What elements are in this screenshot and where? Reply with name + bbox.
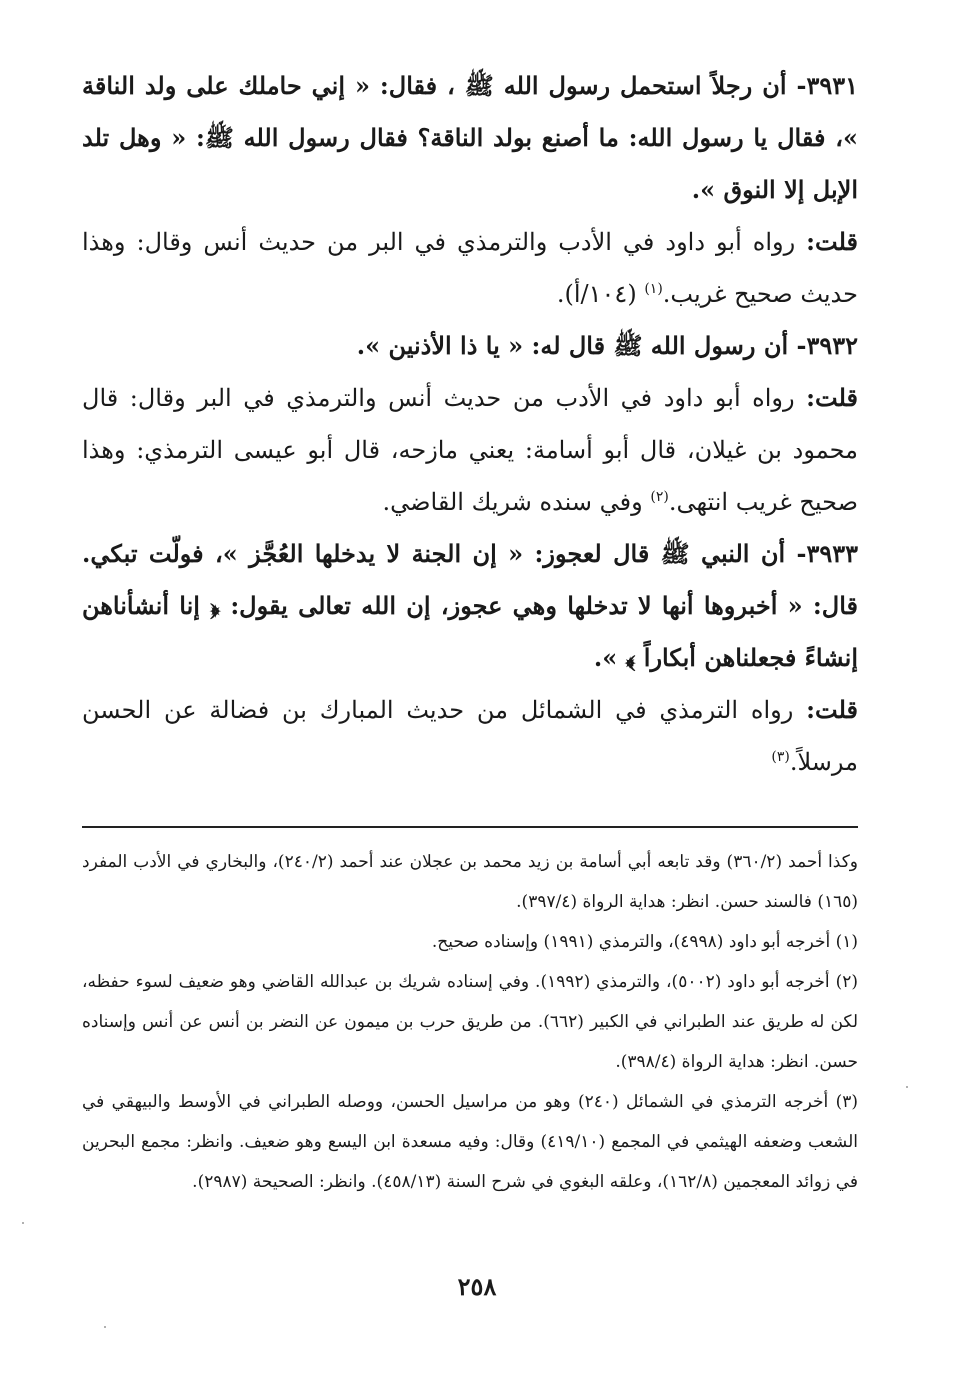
comment-label: قلت: [806,227,858,256]
footnote-1: (١) أخرجه أبو داود (٤٩٩٨)، والترمذي (١٩٩١) وإسناده صحيح. [431,932,858,952]
scan-speck [22,1222,24,1224]
scan-speck [906,1086,908,1088]
footnote-divider [82,826,858,828]
footnote-ref-1: (١) [644,281,663,297]
footnote-3: (٣) أخرجه الترمذي في الشمائل (٢٤٠) وهو من مراسيل الحسن، ووصله الطبراني في الأوسط والبيهقي في الشعب وضعفه الهيثمي في المجمع (٤١٩/١٠) وقال: وفيه مسعدة ابن اليسع وهو ضعيف. وانظر: مجمع البحرين في زوائد المعجمين (١٦٢/٨)، وعلقه البغوي في شرح السنة (٤٥٨/١٣). وانظر: الصحيحة (٢٩٨٧). [82,1092,858,1192]
hadith-3931: ٣٩٣١- أن رجلاً استحمل رسول الله ﷺ ، فقال: « إني حاملك على ولد الناقة »، فقال يا رسول الله: ما أصنع بولد الناقة؟ فقال رسول الله ﷺ: « وهل تلد الإبل إلا النوق ». [82,71,858,204]
page-number: ٢٥٨ [457,1272,497,1301]
comment-3931 [82,216,858,320]
comment-text: رواه الترمذي في الشمائل من حديث المبارك بن فضالة عن الحسن مرسلاً. [82,696,858,776]
hadith-3933: ٣٩٣٣- أن النبي ﷺ قال لعجوز: « إن الجنة لا يدخلها العُجَّز »، فولّت تبكي. قال: « أخبروها أنها لا تدخلها وهي عجوز، إن الله تعالى يقول: ﴿ إنا أنشأناهن إنشاءً فجعلناهن أبكاراً ﴾ ». [82,539,858,672]
comment-tail: (١٠٤/أ). [556,280,645,308]
scan-speck [104,1326,106,1328]
comment-text: رواه أبو داود في الأدب والترمذي في البر من حديث أنس وقال: وهذا حديث صحيح غريب. [82,228,858,308]
comment-3933 [82,684,858,788]
footnote-2: (٢) أخرجه أبو داود (٥٠٠٢)، والترمذي (١٩٩٢). وفي إسناده شريك بن عبدالله القاضي وهو ضعيف لسوء حفظه، لكن له طريق عند الطبراني في الكبير (٦٦٢). من طريق حرب بن ميمون عن النضر بن أنس عن أنس وإسناده حسن. انظر: هداية الرواة (٣٩٨/٤). [82,972,858,1072]
comment-label: قلت: [806,383,858,412]
main-text [82,60,858,788]
footnote-ref-3: (٣) [771,749,790,765]
comment-tail: وفي سنده شريك القاضي. [382,488,651,516]
comment-label: قلت: [806,695,858,724]
hadith-3932: ٣٩٣٢- أن رسول الله ﷺ قال له: « يا ذا الأذنين ». [356,331,858,360]
footnotes [82,842,858,1202]
comment-text: رواه أبو داود في الأدب من حديث أنس والترمذي في البر وقال: قال محمود بن غيلان، قال أبو أسامة: يعني مازحه، قال أبو عيسى الترمذي: وهذا صحيح غريب انتهى. [82,384,858,516]
footnote-continuation: وكذا أحمد (٣٦٠/٢) وقد تابعه أبي أسامة بن زيد محمد بن عجلان عند أحمد (٢٤٠/٢)، والبخاري في الأدب المفرد (١٦٥) فالسند حسن. انظر: هداية الرواة (٣٩٧/٤). [82,852,859,912]
footnote-ref-2: (٢) [650,489,669,505]
comment-3932 [82,372,858,528]
